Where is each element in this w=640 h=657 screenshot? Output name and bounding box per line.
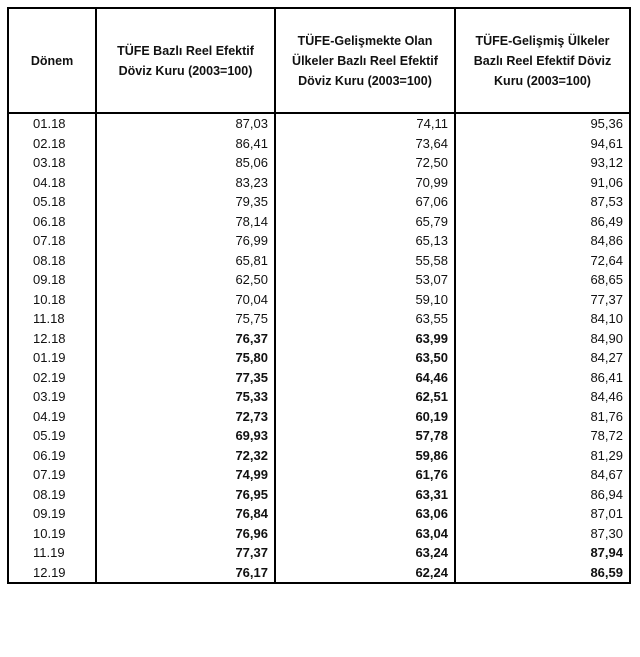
cpi-developed-reer-cell: 84,10: [455, 309, 630, 329]
period-cell: 05.19: [33, 428, 66, 444]
cpi-reer-cell: 85,06: [96, 153, 275, 173]
period-cell: 01.19: [33, 350, 66, 366]
period-cell: 10.18: [33, 291, 66, 307]
table-row: [8, 543, 630, 563]
cpi-reer-cell: 76,84: [96, 504, 275, 524]
cpi-developed-reer-cell: 81,29: [455, 446, 630, 466]
period-cell: 08.18: [33, 252, 66, 268]
period-cell: 04.19: [33, 408, 66, 424]
cpi-reer-cell: 83,23: [96, 173, 275, 193]
period-cell: 12.18: [33, 330, 66, 346]
period-cell: 02.18: [33, 135, 66, 151]
cpi-developed-reer-cell: 78,72: [455, 426, 630, 446]
cpi-developed-reer-cell: 84,27: [455, 348, 630, 368]
cpi-developed-reer-cell: 86,59: [455, 563, 630, 584]
cpi-developed-reer-cell: 72,64: [455, 251, 630, 271]
cpi-reer-cell: 79,35: [96, 192, 275, 212]
period-cell: 02.19: [33, 369, 66, 385]
cpi-reer-cell: 76,95: [96, 485, 275, 505]
cpi-developed-reer-cell: 93,12: [455, 153, 630, 173]
cpi-reer-cell: 78,14: [96, 212, 275, 232]
header-row: [8, 8, 630, 113]
cpi-reer-cell: 70,04: [96, 290, 275, 310]
cpi-developing-reer-cell: 53,07: [275, 270, 455, 290]
cpi-developed-reer-cell: 95,36: [455, 113, 630, 134]
cpi-reer-cell: 76,96: [96, 524, 275, 544]
table-row: [8, 426, 630, 446]
cpi-developing-reer-cell: 55,58: [275, 251, 455, 271]
table-row: [8, 387, 630, 407]
period-cell: 04.18: [33, 174, 66, 190]
period-cell: 06.18: [33, 213, 66, 229]
table-row: [8, 290, 630, 310]
cpi-developing-reer-cell: 60,19: [275, 407, 455, 427]
cpi-developed-reer-cell: 91,06: [455, 173, 630, 193]
table-header: [8, 8, 630, 113]
table-row: [8, 134, 630, 154]
cpi-developing-reer-cell: 63,04: [275, 524, 455, 544]
cpi-developing-reer-cell: 63,55: [275, 309, 455, 329]
period-cell: 10.19: [33, 525, 66, 541]
table-container: [7, 7, 631, 584]
cpi-developing-reer-cell: 61,76: [275, 465, 455, 485]
cpi-developing-reer-cell: 62,24: [275, 563, 455, 584]
period-cell: 08.19: [33, 486, 66, 502]
cpi-developing-reer-cell: 59,10: [275, 290, 455, 310]
cpi-developing-reer-cell: 63,06: [275, 504, 455, 524]
header-cpi-developed-reer: TÜFE-Gelişmiş Ülkeler Bazlı Reel Efektif Döviz Kuru (2003=100): [455, 8, 630, 113]
period-cell: 03.19: [33, 389, 66, 405]
cpi-reer-cell: 62,50: [96, 270, 275, 290]
period-cell: 03.18: [33, 155, 66, 171]
period-cell: 11.19: [33, 545, 65, 561]
table-row: [8, 407, 630, 427]
cpi-reer-cell: 72,73: [96, 407, 275, 427]
period-cell: 11.18: [33, 311, 65, 327]
cpi-reer-cell: 86,41: [96, 134, 275, 154]
cpi-developed-reer-cell: 81,76: [455, 407, 630, 427]
cpi-developed-reer-cell: 87,01: [455, 504, 630, 524]
cpi-developed-reer-cell: 87,30: [455, 524, 630, 544]
table-row: [8, 446, 630, 466]
cpi-reer-cell: 75,33: [96, 387, 275, 407]
cpi-reer-cell: 77,35: [96, 368, 275, 388]
cpi-reer-cell: 75,75: [96, 309, 275, 329]
cpi-developing-reer-cell: 72,50: [275, 153, 455, 173]
exchange-rate-table: [7, 7, 631, 584]
header-cpi-reer: TÜFE Bazlı Reel Efektif Döviz Kuru (2003=100): [96, 8, 275, 113]
period-cell: 07.18: [33, 233, 66, 249]
table-row: [8, 113, 630, 134]
table-row: [8, 251, 630, 271]
table-body: [8, 113, 630, 583]
table-row: [8, 173, 630, 193]
cpi-developing-reer-cell: 62,51: [275, 387, 455, 407]
cpi-developed-reer-cell: 84,90: [455, 329, 630, 349]
cpi-reer-cell: 72,32: [96, 446, 275, 466]
table-row: [8, 504, 630, 524]
table-row: [8, 153, 630, 173]
cpi-developing-reer-cell: 63,31: [275, 485, 455, 505]
cpi-reer-cell: 76,99: [96, 231, 275, 251]
header-cpi-developing-reer: TÜFE-Gelişmekte Olan Ülkeler Bazlı Reel Efektif Döviz Kuru (2003=100): [275, 8, 455, 113]
table-row: [8, 348, 630, 368]
cpi-developed-reer-cell: 68,65: [455, 270, 630, 290]
cpi-reer-cell: 77,37: [96, 543, 275, 563]
cpi-reer-cell: 69,93: [96, 426, 275, 446]
table-row: [8, 329, 630, 349]
cpi-reer-cell: 65,81: [96, 251, 275, 271]
table-row: [8, 270, 630, 290]
cpi-developing-reer-cell: 64,46: [275, 368, 455, 388]
period-cell: 09.19: [33, 506, 66, 522]
cpi-developed-reer-cell: 87,53: [455, 192, 630, 212]
table-row: [8, 563, 630, 584]
table-row: [8, 524, 630, 544]
cpi-developing-reer-cell: 65,13: [275, 231, 455, 251]
table-row: [8, 485, 630, 505]
cpi-developed-reer-cell: 86,94: [455, 485, 630, 505]
header-period: Dönem: [8, 8, 96, 113]
cpi-developed-reer-cell: 84,67: [455, 465, 630, 485]
cpi-developing-reer-cell: 63,24: [275, 543, 455, 563]
period-cell: 05.18: [33, 194, 66, 210]
cpi-reer-cell: 76,37: [96, 329, 275, 349]
cpi-developing-reer-cell: 59,86: [275, 446, 455, 466]
cpi-reer-cell: 75,80: [96, 348, 275, 368]
cpi-developing-reer-cell: 65,79: [275, 212, 455, 232]
cpi-developing-reer-cell: 73,64: [275, 134, 455, 154]
cpi-reer-cell: 76,17: [96, 563, 275, 584]
cpi-developed-reer-cell: 77,37: [455, 290, 630, 310]
period-cell: 06.19: [33, 447, 66, 463]
table-row: [8, 231, 630, 251]
cpi-reer-cell: 87,03: [96, 113, 275, 134]
period-cell: 01.18: [33, 116, 66, 132]
cpi-developed-reer-cell: 86,41: [455, 368, 630, 388]
cpi-developing-reer-cell: 74,11: [275, 113, 455, 134]
period-cell: 09.18: [33, 272, 66, 288]
cpi-developed-reer-cell: 84,46: [455, 387, 630, 407]
table-row: [8, 309, 630, 329]
cpi-developed-reer-cell: 86,49: [455, 212, 630, 232]
table-row: [8, 368, 630, 388]
table-row: [8, 212, 630, 232]
cpi-developed-reer-cell: 94,61: [455, 134, 630, 154]
cpi-developing-reer-cell: 63,50: [275, 348, 455, 368]
cpi-developing-reer-cell: 70,99: [275, 173, 455, 193]
table-row: [8, 192, 630, 212]
table-row: [8, 465, 630, 485]
period-cell: 07.19: [33, 467, 66, 483]
period-cell: 12.19: [33, 564, 66, 580]
cpi-developing-reer-cell: 63,99: [275, 329, 455, 349]
cpi-developing-reer-cell: 57,78: [275, 426, 455, 446]
cpi-developed-reer-cell: 87,94: [455, 543, 630, 563]
cpi-developing-reer-cell: 67,06: [275, 192, 455, 212]
cpi-reer-cell: 74,99: [96, 465, 275, 485]
cpi-developed-reer-cell: 84,86: [455, 231, 630, 251]
